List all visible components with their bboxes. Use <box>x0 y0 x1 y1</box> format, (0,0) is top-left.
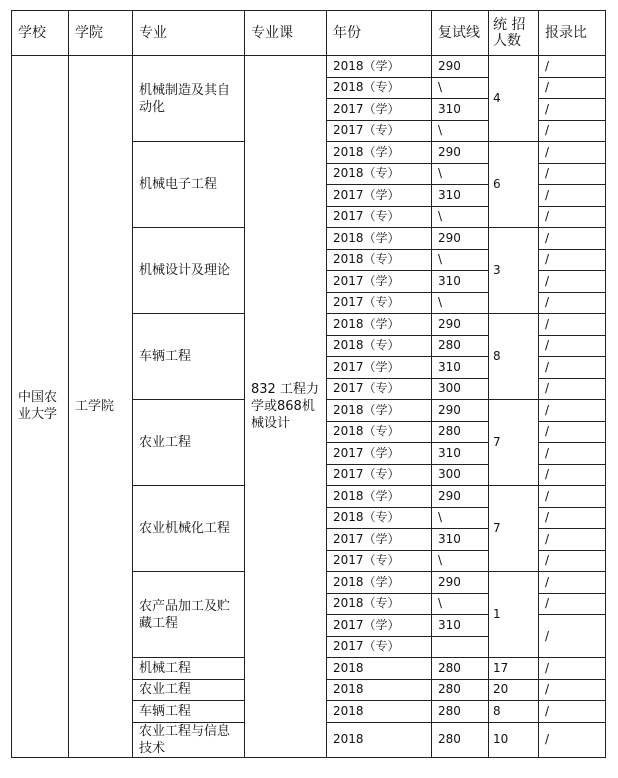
year-cell: 2017（专） <box>327 464 432 486</box>
quota-cell: 7 <box>489 486 539 572</box>
major-cell: 农业工程 <box>133 400 245 486</box>
quota-cell: 10 <box>489 722 539 757</box>
table-row <box>12 56 606 78</box>
course-cell: 832 工程力学或868机械设计 <box>245 56 327 758</box>
header-row <box>12 11 606 56</box>
year-cell: 2017（学） <box>327 615 432 637</box>
score-cell: 280 <box>432 658 489 680</box>
year-cell: 2017（专） <box>327 636 432 658</box>
major-cell: 车辆工程 <box>133 314 245 400</box>
year-cell: 2018（学） <box>327 142 432 164</box>
year-cell: 2017（专） <box>327 378 432 400</box>
year-cell: 2018 <box>327 701 432 723</box>
year-cell: 2017（专） <box>327 550 432 572</box>
ratio-cell: / <box>539 335 606 357</box>
score-cell: \ <box>432 206 489 228</box>
ratio-cell: / <box>539 572 606 594</box>
ratio-cell: / <box>539 271 606 293</box>
score-cell: 290 <box>432 228 489 250</box>
year-cell: 2018 <box>327 658 432 680</box>
score-cell: \ <box>432 249 489 271</box>
ratio-cell: / <box>539 185 606 207</box>
school-cell: 中国农业大学 <box>12 56 69 758</box>
ratio-cell: / <box>539 206 606 228</box>
ratio-cell: / <box>539 464 606 486</box>
score-cell <box>432 636 489 658</box>
ratio-cell: / <box>539 163 606 185</box>
score-cell: 310 <box>432 443 489 465</box>
score-cell: \ <box>432 77 489 99</box>
score-cell: 290 <box>432 56 489 78</box>
quota-cell: 17 <box>489 658 539 680</box>
ratio-cell: / <box>539 56 606 78</box>
quota-cell: 3 <box>489 228 539 314</box>
ratio-cell: / <box>539 507 606 529</box>
ratio-cell: / <box>539 120 606 142</box>
year-cell: 2018（专） <box>327 335 432 357</box>
score-cell: \ <box>432 507 489 529</box>
ratio-cell: / <box>539 357 606 379</box>
ratio-cell: / <box>539 486 606 508</box>
score-cell: \ <box>432 120 489 142</box>
year-cell: 2017（学） <box>327 99 432 121</box>
ratio-cell: / <box>539 421 606 443</box>
score-cell: \ <box>432 550 489 572</box>
ratio-cell: / <box>539 99 606 121</box>
ratio-cell: / <box>539 722 606 757</box>
quota-cell: 8 <box>489 701 539 723</box>
major-cell: 机械电子工程 <box>133 142 245 228</box>
ratio-cell: / <box>539 443 606 465</box>
year-cell: 2018（专） <box>327 163 432 185</box>
ratio-cell: / <box>539 292 606 314</box>
score-cell: 310 <box>432 357 489 379</box>
header-score: 复试线 <box>432 11 489 56</box>
year-cell: 2017（专） <box>327 120 432 142</box>
ratio-cell: / <box>539 593 606 615</box>
score-cell: 310 <box>432 529 489 551</box>
college-cell: 工学院 <box>69 56 133 758</box>
year-cell: 2018（学） <box>327 314 432 336</box>
header-school: 学校 <box>12 11 69 56</box>
ratio-cell: / <box>539 529 606 551</box>
ratio-cell: / <box>539 400 606 422</box>
score-cell: 290 <box>432 400 489 422</box>
year-cell: 2017（学） <box>327 271 432 293</box>
ratio-cell: / <box>539 314 606 336</box>
score-cell: \ <box>432 593 489 615</box>
major-cell: 机械工程 <box>133 658 245 680</box>
header-major: 专业 <box>133 11 245 56</box>
ratio-cell: / <box>539 615 606 658</box>
major-cell: 机械制造及其自动化 <box>133 56 245 142</box>
score-cell: 280 <box>432 679 489 701</box>
header-course: 专业课 <box>245 11 327 56</box>
year-cell: 2018（学） <box>327 400 432 422</box>
admissions-table-wrapper <box>11 10 606 758</box>
year-cell: 2017（专） <box>327 206 432 228</box>
ratio-cell: / <box>539 378 606 400</box>
ratio-cell: / <box>539 701 606 723</box>
year-cell: 2018（学） <box>327 572 432 594</box>
year-cell: 2018（专） <box>327 421 432 443</box>
year-cell: 2017（学） <box>327 443 432 465</box>
quota-cell: 8 <box>489 314 539 400</box>
score-cell: 290 <box>432 572 489 594</box>
ratio-cell: / <box>539 658 606 680</box>
major-cell: 农业机械化工程 <box>133 486 245 572</box>
score-cell: 280 <box>432 722 489 757</box>
admissions-table <box>11 10 606 758</box>
ratio-cell: / <box>539 550 606 572</box>
year-cell: 2018（专） <box>327 249 432 271</box>
score-cell: 290 <box>432 314 489 336</box>
header-year: 年份 <box>327 11 432 56</box>
year-cell: 2017（专） <box>327 292 432 314</box>
year-cell: 2017（学） <box>327 529 432 551</box>
quota-cell: 20 <box>489 679 539 701</box>
score-cell: 310 <box>432 615 489 637</box>
ratio-cell: / <box>539 77 606 99</box>
year-cell: 2018（专） <box>327 593 432 615</box>
major-cell: 农业工程 <box>133 679 245 701</box>
score-cell: 290 <box>432 486 489 508</box>
score-cell: \ <box>432 163 489 185</box>
score-cell: 280 <box>432 701 489 723</box>
score-cell: \ <box>432 292 489 314</box>
header-college: 学院 <box>69 11 133 56</box>
ratio-cell: / <box>539 249 606 271</box>
major-cell: 机械设计及理论 <box>133 228 245 314</box>
score-cell: 300 <box>432 378 489 400</box>
score-cell: 310 <box>432 185 489 207</box>
score-cell: 280 <box>432 421 489 443</box>
year-cell: 2017（学） <box>327 357 432 379</box>
year-cell: 2018（学） <box>327 56 432 78</box>
score-cell: 310 <box>432 99 489 121</box>
major-cell: 农产品加工及贮藏工程 <box>133 572 245 658</box>
ratio-cell: / <box>539 228 606 250</box>
quota-cell: 4 <box>489 56 539 142</box>
score-cell: 310 <box>432 271 489 293</box>
year-cell: 2018（学） <box>327 486 432 508</box>
score-cell: 300 <box>432 464 489 486</box>
header-ratio: 报录比 <box>539 11 606 56</box>
major-cell: 农业工程与信息技术 <box>133 722 245 757</box>
year-cell: 2018（学） <box>327 228 432 250</box>
year-cell: 2018（专） <box>327 507 432 529</box>
ratio-cell: / <box>539 142 606 164</box>
quota-cell: 7 <box>489 400 539 486</box>
score-cell: 290 <box>432 142 489 164</box>
quota-cell: 6 <box>489 142 539 228</box>
score-cell: 280 <box>432 335 489 357</box>
quota-cell: 1 <box>489 572 539 658</box>
header-quota: 统 招 人数 <box>489 11 539 56</box>
year-cell: 2017（学） <box>327 185 432 207</box>
major-cell: 车辆工程 <box>133 701 245 723</box>
ratio-cell: / <box>539 679 606 701</box>
year-cell: 2018 <box>327 679 432 701</box>
year-cell: 2018（专） <box>327 77 432 99</box>
year-cell: 2018 <box>327 722 432 757</box>
